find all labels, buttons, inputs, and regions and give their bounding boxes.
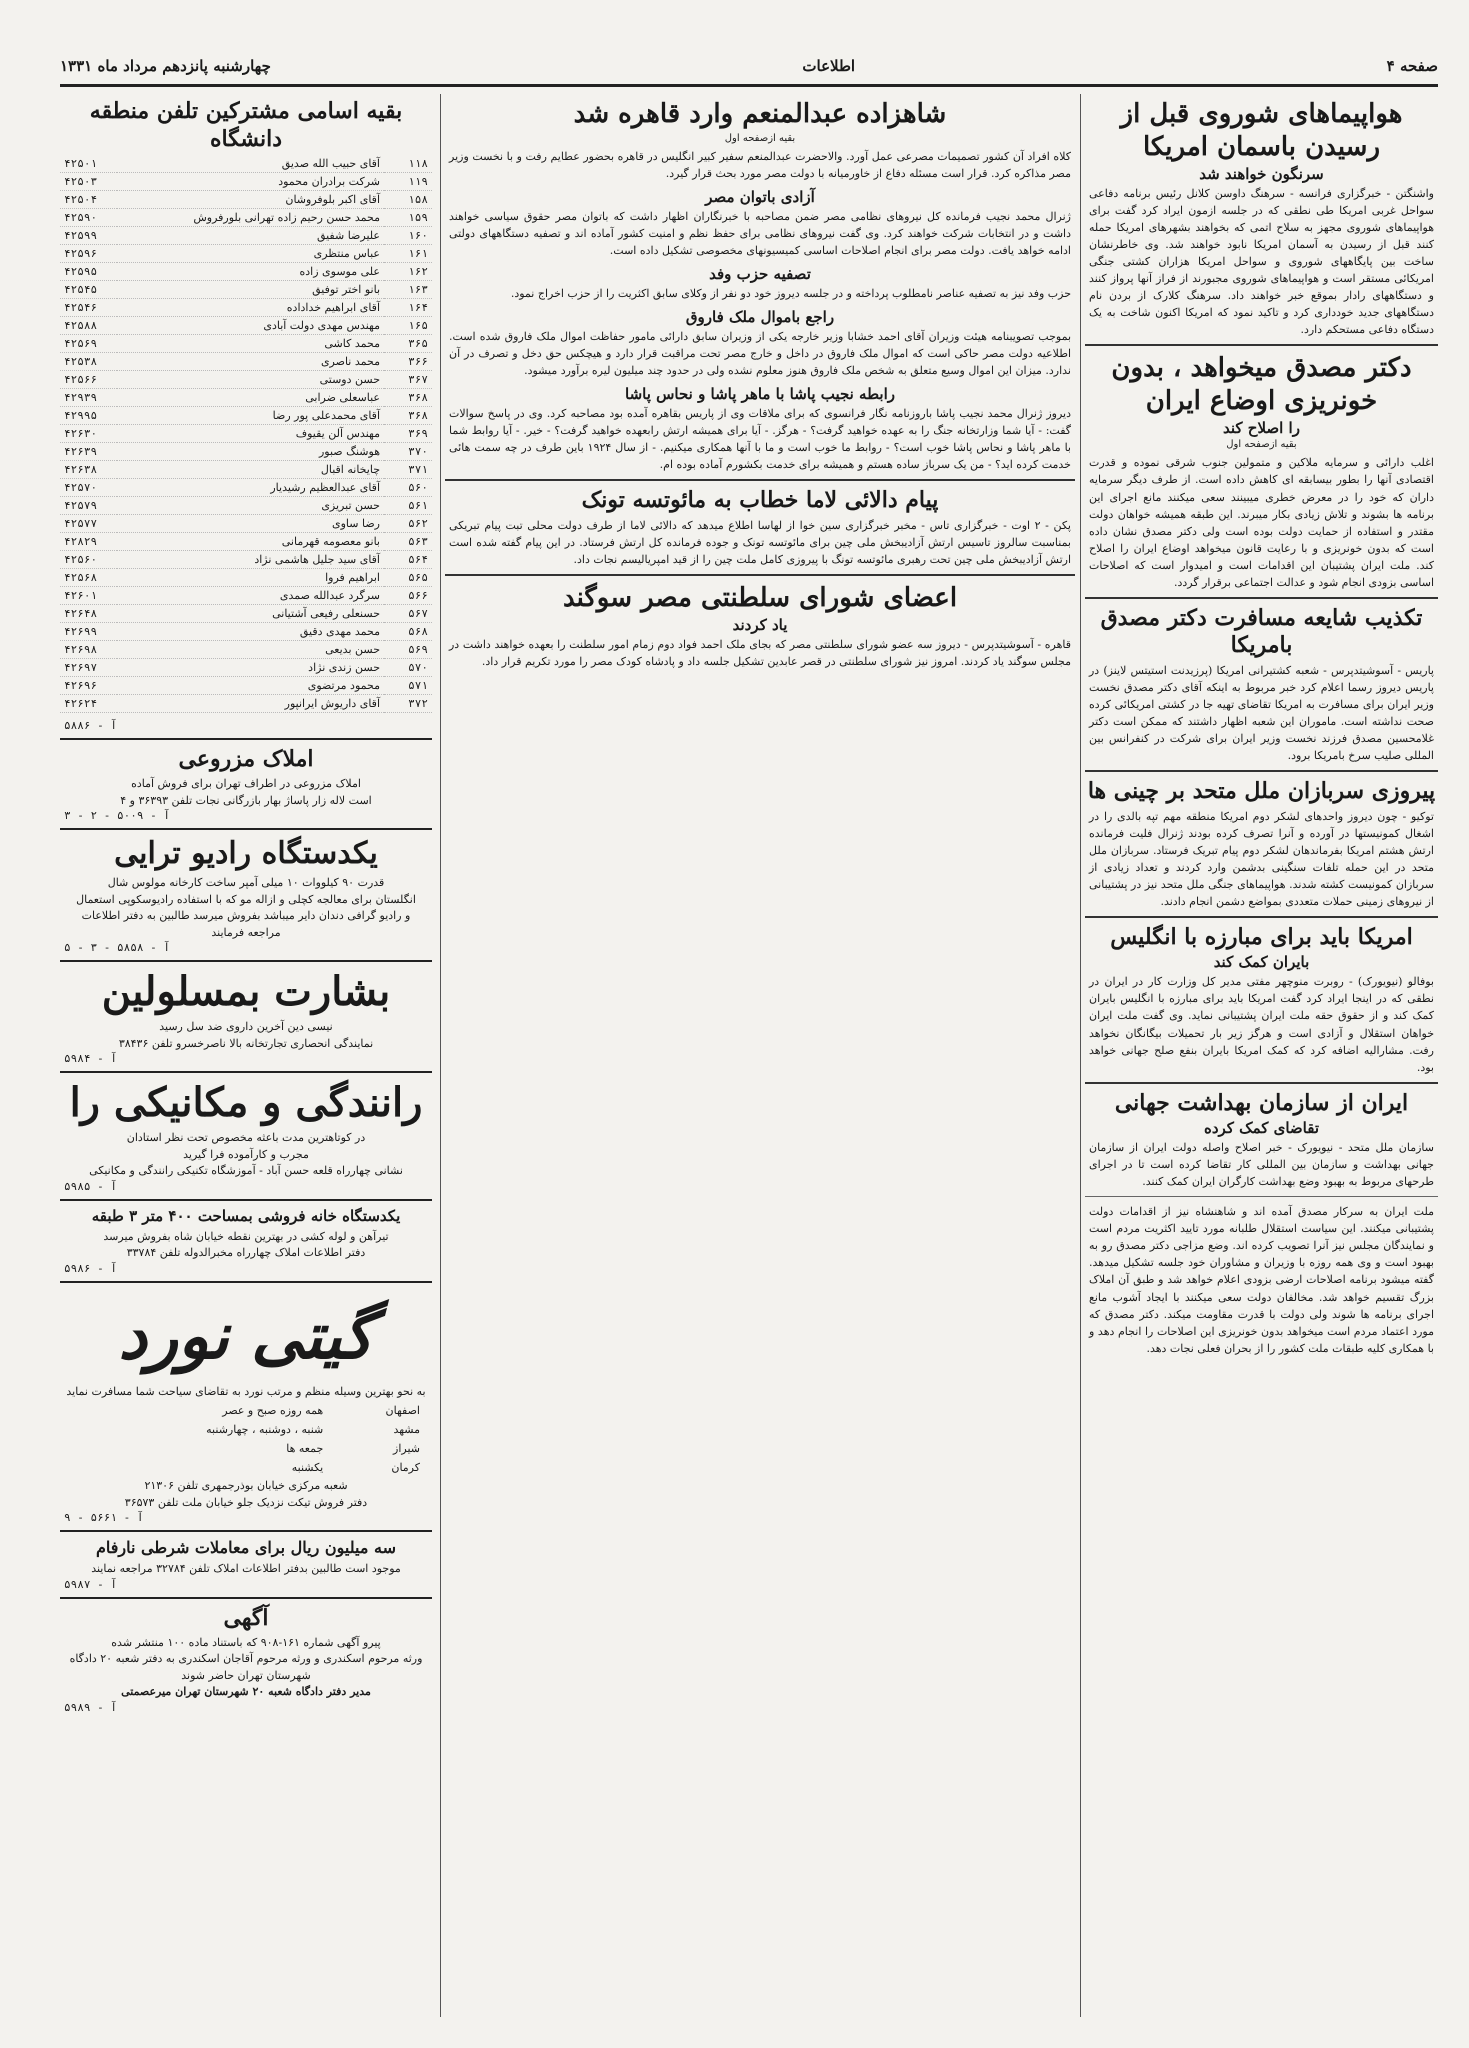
directory-title: بقیه اسامی مشترکین تلفن منطقه دانشگاه [89, 98, 403, 152]
subscriber-name: عباسعلی ضرابی [117, 389, 384, 407]
article-body: ژنرال محمد نجیب فرمانده کل نیروهای نظامی مصر ضمن مصاحبه با خبرنگاران اظهار داشت که باتوان مصر حقوق سیاسی خواهند داشت و در انتخابات شرکت خواهند کرد. وی گفت نیروهای نظامی برای حفظ نظم و امنیت کشور آماده اند و تصفیه دستگاههای دولتی ادامه خواهد یافت. دولت مصر برای انجام اصلاحات اساسی کمیسیونهای مخصوصی تشکیل داده است. [449, 209, 1071, 257]
phone-number: ۴۲۵۶۸ [60, 569, 117, 587]
column-separator [1080, 94, 1081, 2017]
phone-number: ۴۲۵۰۴ [60, 191, 117, 209]
directory-row [60, 605, 432, 623]
row-index: ۱۶۰ [384, 227, 432, 245]
article-body: پکن - ۲ اوت - خبرگزاری تاس - مخبر خبرگزاری سین خوا از لهاسا اطلاع میدهد که دالائی لاما از طرف دولت محلی تبت پیام تبریکی بمناسبت سالروز تاسیس ارتش آزادیبخش ملی چین برای مائوتسه تونک و جوده فرمانده کل ارتش فرستاد. در این پیام گفته شده است ارتش آزادیبخش ملی چین تحت رهبری مائوتسه تونگ با پیروزی کامل ملت چین را از قید امپریالیسم نجات داد. [449, 518, 1071, 566]
phone-number: ۴۲۵۰۱ [60, 155, 117, 173]
left-column [60, 94, 432, 2027]
row-index: ۳۶۹ [384, 425, 432, 443]
divider [1085, 1082, 1438, 1084]
article-body: دیروز ژنرال محمد نجیب پاشا باروزنامه نگار فرانسوی که برای ملاقات وی از پاریس بقاهره آمده بود مصاحبه کرد. وی در پاسخ سوالات گفت: - آیا شما وزارتخانه جنگ را به عهده خواهید گرفت؟ - هرگز. - آیا برای همیشه ارتش رابعهده خواهید گرفت؟ - خیر. - آیا روابط شما با ماهر پاشا و نحاس پاشا خوب است؟ - روابط ما خوب است و ما با آنها همکاری میکنیم. - از سال ۱۹۲۴ باین طرف در چه سمت هائی خدمت کرده اید؟ - من یک سرباز ساده هستم و همیشه برای خدمت بکشورم آماده بوده ام. [449, 406, 1071, 472]
phone-number: ۴۲۵۳۸ [60, 353, 117, 371]
article-subtitle: سرنگون خواهند شد [1199, 165, 1324, 183]
continued-note: بقیه ازصفحه اول [724, 132, 796, 144]
phone-number: ۴۲۵۷۰ [60, 479, 117, 497]
row-index: ۳۶۵ [384, 335, 432, 353]
directory-row [60, 443, 432, 461]
article-title: دکتر مصدق میخواهد ، بدون خونریزی اوضاع ایران [1111, 353, 1412, 416]
subscriber-name: حسن تبریزی [117, 497, 384, 515]
phone-number: ۴۲۶۴۸ [60, 605, 117, 623]
subscriber-name: محمد ناصری [117, 353, 384, 371]
phone-number: ۴۲۵۹۶ [60, 245, 117, 263]
route-days: یکشنبه [291, 1461, 324, 1474]
middle-column [445, 94, 1075, 2027]
phone-number: ۴۲۵۰۳ [60, 173, 117, 191]
header-rule [60, 84, 1438, 87]
ad-travel-agency [60, 1283, 432, 1533]
row-index: ۱۶۴ [384, 299, 432, 317]
phone-number: ۴۲۸۲۹ [60, 533, 117, 551]
continued-note: بقیه ازصفحه اول [1226, 439, 1297, 451]
ad-line: پیرو آگهی شماره ۱۶۱-۹۰۸ که باستناد ماده ۱۰۰ منتشر شده [111, 1635, 381, 1649]
section-heading: راجع باموال ملک فاروق [685, 307, 835, 326]
article-title: اعضای شورای سلطنتی مصر سوگند [562, 582, 958, 613]
row-index: ۵۶۱ [384, 497, 432, 515]
ad-title: یکدستگاه رادیو ترایی [114, 836, 378, 871]
right-column [1085, 94, 1438, 2027]
ad-title: سه میلیون ریال برای معاملات شرطی نارفام [95, 1538, 396, 1557]
row-index: ۱۱۹ [384, 173, 432, 191]
article-body: قاهره - آسوشیتدپرس - دیروز سه عضو شورای سلطنتی مصر که بجای ملک احمد فواد دوم زمام امور سلطنت را بعهده خواهند داشت در مجلس سوگند یاد کردند. امروز نیز شورای سلطنتی در قصر عابدین تشکیل جلسه داد و پادشاه کودک مصر را مورد تکریم قرار داد. [449, 638, 1071, 669]
ad-house-sale [60, 1201, 432, 1283]
phone-number: ۴۲۹۹۵ [60, 407, 117, 425]
subscriber-name: حسنعلی رفیعی آشتیانی [117, 605, 384, 623]
row-index: ۵۶۴ [384, 551, 432, 569]
directory-row [60, 425, 432, 443]
phone-number: ۴۲۵۶۶ [60, 371, 117, 389]
row-index: ۳۷۰ [384, 443, 432, 461]
divider [1085, 1196, 1438, 1197]
article-title: امریکا باید برای مبارزه با انگلیس [1110, 923, 1413, 950]
ad-line: شهرستان تهران حاضر شوند [181, 1668, 311, 1682]
directory-row [60, 263, 432, 281]
row-index: ۳۶۸ [384, 389, 432, 407]
subscriber-name: حسن بدیعی [117, 641, 384, 659]
row-index: ۳۶۸ [384, 407, 432, 425]
row-index: ۱۱۸ [384, 155, 432, 173]
ad-code: آ - ۵۰۰۹ - ۲ - ۳ [64, 809, 170, 822]
divider [445, 479, 1075, 481]
directory-row [60, 173, 432, 191]
directory-row [60, 317, 432, 335]
row-index: ۵۶۶ [384, 587, 432, 605]
directory-row [60, 281, 432, 299]
row-index: ۱۶۳ [384, 281, 432, 299]
ad-driving-school [60, 1073, 432, 1201]
row-index: ۵۶۰ [384, 479, 432, 497]
row-index: ۵۷۱ [384, 677, 432, 695]
article-body-continued: ملت ایران به سرکار مصدق آمده اند و شاهنشاه نیز از اقدامات دولت پشتیبانی میکنند. این سیاست استقلال طلبانه مورد تایید اکثریت مردم است و نمایندگان مجلس نیز آنرا تصویب کرده اند. وضع مزاجی دکتر مصدق رو به بهبود است و وی همه روزه با وزیران و مشاوران خود جلسه تشکیل میدهد. گفته میشود برنامه اصلاحات ارضی بزودی اعلام خواهد شد و طبق آن املاک بزرگ تقسیم خواهد شد. مخالفان دولت سعی میکنند با ایجاد آشوب مانع اجرای برنامه ها شوند ولی دولت با قدرت مقاومت میکند. دکتر مصدق که مورد اعتماد مردم است میخواهد بدون خونریزی این اصلاحات را انجام دهد و با همکاری کلیه طبقات ملت کشور را از بحران فعلی نجات دهد. [1089, 1205, 1434, 1355]
directory-row [60, 551, 432, 569]
phone-number: ۴۲۵۹۰ [60, 209, 117, 227]
ad-line: به نحو بهترین وسیله منظم و مرتب نورد به تقاضای سیاحت شما مسافرت نماید [66, 1384, 426, 1398]
ad-line: نشانی چهارراه قلعه حسن آباد - آموزشگاه تکنیکی رانندگی و مکانیکی [89, 1164, 403, 1177]
phone-number: ۴۲۶۹۷ [60, 659, 117, 677]
directory-footer [60, 713, 432, 740]
directory-row [60, 407, 432, 425]
article-title: پیروزی سربازان ملل متحد بر چینی ها [1087, 778, 1436, 805]
divider [1085, 344, 1438, 346]
subscriber-name: حسن دوستی [117, 371, 384, 389]
subscriber-name: آقای محمدعلی پور رضا [117, 407, 384, 425]
subscriber-name: محمود مرتضوی [117, 677, 384, 695]
section-heading: تصفیه حزب وفد [709, 264, 811, 283]
row-index: ۱۶۵ [384, 317, 432, 335]
article-body: واشنگتن - خبرگزاری فرانسه - سرهنگ داوسن کلانل رئیس برنامه دفاعی سواحل غربی امریکا طی نطقی که در جلسه ازمون ایراد کرد گفت برای هواپیماهای شوروی مجهز به سلاح اتمی که بخواهند بشهرهای امریکا حمله کنند قبل از رسیدن به آسمان امریکا نابود خواهند شد. وی خاطرنشان ساخت بین پایگاههای شوروی و سواحل امریکا هزاران کشتی جنگی امریکائی مستقر است و هواپیماهای شوروی مجبورند از فراز آنها پرواز کنند و دستگاههای رادار بموقع خبر خواهند داد. سرهنگ کلارک از بردن نام دستگاههای جدید خودداری کرد و تاکید نمود که امریکا اکنون شاخت به یک دستگاه دفاعی مستحکم دارد. [1089, 187, 1434, 337]
article-title: هواپیماهای شوروی قبل از رسیدن باسمان امریکا [1120, 99, 1403, 162]
route-row [66, 1402, 426, 1419]
phone-number: ۴۲۵۷۹ [60, 497, 117, 515]
ad-line: شعبه مرکزی خیابان بوذرجمهری تلفن ۲۱۳۰۶ [144, 1479, 348, 1492]
subscriber-name: بانو معصومه قهرمانی [117, 533, 384, 551]
directory-row [60, 641, 432, 659]
row-index: ۱۵۹ [384, 209, 432, 227]
subscriber-name: آقای اکبر بلوفروشان [117, 191, 384, 209]
row-index: ۱۵۸ [384, 191, 432, 209]
phone-number: ۴۲۵۶۹ [60, 335, 117, 353]
phone-number: ۴۲۶۹۹ [60, 623, 117, 641]
row-index: ۱۶۱ [384, 245, 432, 263]
directory-row [60, 353, 432, 371]
column-separator [440, 94, 441, 2017]
ad-line: دفتر اطلاعات املاک چهارراه مخبرالدوله تلفن ۳۳۷۸۴ [126, 1246, 366, 1259]
ad-line: و رادیو گرافی دندان دایر میباشد بفروش میرسد طالبین به دفتر اطلاعات مراجعه فرمایند [81, 909, 411, 939]
phone-number: ۴۲۵۴۵ [60, 281, 117, 299]
route-days: همه روزه صبح و عصر [222, 1404, 324, 1417]
row-index: ۳۶۷ [384, 371, 432, 389]
ad-line: در کوتاهترین مدت باعثه مخصوص تحت نظر استادان [126, 1131, 366, 1144]
phone-number: ۴۲۵۹۹ [60, 227, 117, 245]
article-title: ایران از سازمان بهداشت جهانی [1114, 1089, 1409, 1116]
article-subtitle: را اصلاح کند [1223, 419, 1300, 438]
article-body: حزب وفد نیز به تصفیه عناصر نامطلوب پرداخته و در جلسه دیروز خود دو نفر از وکلای سابق اکثریت را از حزب اخراج نمود. [510, 286, 1071, 300]
article-title: شاهزاده عبدالمنعم وارد قاهره شد [573, 99, 947, 129]
ad-code: آ - ۵۹۸۵ [64, 1179, 117, 1193]
phone-directory [60, 155, 432, 713]
ad-code: آ - ۵۹۸۷ [64, 1577, 117, 1591]
subscriber-name: علیرضا شفیق [117, 227, 384, 245]
newspaper-page [60, 52, 1438, 2027]
route-city: کرمان [391, 1461, 420, 1474]
directory-row [60, 659, 432, 677]
directory-row [60, 155, 432, 173]
row-index: ۵۶۲ [384, 515, 432, 533]
subscriber-name: عباس منتظری [117, 245, 384, 263]
route-city: شیراز [393, 1442, 420, 1455]
route-city: مشهد [393, 1423, 420, 1436]
divider [445, 574, 1075, 576]
directory-row [60, 299, 432, 317]
directory-row [60, 461, 432, 479]
article-subtitle: تقاضای کمک کرده [1203, 1119, 1320, 1138]
section-heading: آزادی باتوان مصر [705, 187, 815, 206]
article-body: توکیو - چون دیروز واحدهای لشکر دوم امریکا منطقه مهم تپه بالدی را در اشغال کمونیستها در آورده و آنرا تصرف کرده بودند ژنرال فلیت فرمانده ارتش هشتم امریکا بفرماندهان لشکر دوم پیام تبریک فرستاد. سربازان ملل متحد در این حمله تلفات سنگینی بدشمن وارد کردند و تعداد زیادی از سربازان کمونیست کشته شدند. هواپیماهای جنگی ملل متحد نیز در پشتیبانی از نیروهای زمینی حملات متعددی بمواضع دشمن انجام دادند. [1089, 809, 1434, 908]
article-body: پاریس - آسوشیتدپرس - شعبه کشتیرانی امریکا (پرزیدنت استیتس لاینز) در پاریس دیروز رسما اعلام کرد خبر مربوط به اینکه آقای دکتر مصدق نخست وزیر ایران برای مسافرت به امریکا تقاضای تهیه جا در کشتی امریکائی کرده صحت نداشته است. ماموران این شعبه اظهار داشتند که ممکن است دکتر غلامحسین مصدق فرزند نخست وزیر ایران برای شرکت در کنفرانس بین المللی صلیب سرخ بامریکا برود. [1089, 663, 1434, 763]
subscriber-name: مهندس آلن یقیوف [117, 425, 384, 443]
ad-code: آ - ۵۹۸۹ [64, 1700, 117, 1714]
row-index: ۳۷۱ [384, 461, 432, 479]
directory-row [60, 623, 432, 641]
ad-line: مجرب و کارآموده فرا گیرید [183, 1147, 309, 1161]
directory-row [60, 335, 432, 353]
route-row [66, 1459, 426, 1476]
article-title: تکذیب شایعه مسافرت دکتر مصدق بامریکا [1100, 604, 1423, 659]
subscriber-name: محمد حسن رحیم زاده تهرانی بلورفروش [117, 209, 384, 227]
ad-radio-device [60, 830, 432, 962]
phone-number: ۴۲۶۹۸ [60, 641, 117, 659]
directory-row [60, 515, 432, 533]
subscriber-name: آقای حبیب الله صدیق [117, 155, 384, 173]
directory-row [60, 209, 432, 227]
ad-line: نیسی دین آخرین داروی ضد سل رسید [159, 1020, 333, 1033]
ad-line: موجود است طالبین بدفتر اطلاعات املاک تلفن ۳۲۷۸۴ مراجعه نمایند [91, 1562, 401, 1575]
row-index: ۵۷۰ [384, 659, 432, 677]
page-header [60, 52, 1438, 80]
subscriber-name: آقای ابراهیم خداداده [117, 299, 384, 317]
directory-row [60, 587, 432, 605]
directory-row [60, 695, 432, 713]
phone-number: ۴۲۵۴۶ [60, 299, 117, 317]
subscriber-name: شرکت برادران محمود [117, 173, 384, 191]
route-row [66, 1421, 426, 1438]
phone-number: ۴۲۶۳۰ [60, 425, 117, 443]
subscriber-name: بانو اختر توفیق [117, 281, 384, 299]
row-index: ۳۷۲ [384, 695, 432, 713]
subscriber-name: علی موسوی زاده [117, 263, 384, 281]
subscriber-name: آقای سید جلیل هاشمی نژاد [117, 551, 384, 569]
directory-row [60, 533, 432, 551]
subscriber-name: آقای عبدالعظیم رشیدیار [117, 479, 384, 497]
phone-number: ۴۲۵۶۰ [60, 551, 117, 569]
row-index: ۵۶۹ [384, 641, 432, 659]
ad-title: بشارت بمسلولین [101, 968, 391, 1015]
ad-title: آگهی [223, 1604, 269, 1631]
article-body: بموجب تصویبنامه هیئت وزیران آقای احمد خشابا وزیر خارجه یکی از وزیران سابق دارائی مامور حفاظت اموال ملک فاروق شده است. اطلاعیه دولت مصر حاکی است که اموال ملک فاروق در داخل و خارج مصر تحت مراقبت قرار دارد و هیچکس حق دخل و تصرف در آن ندارد. میزان این اموال وسیع متعلق به شخص ملک فاروق هنوز معلوم نشده ولی در حدود چند میلیون لیره برآورد میشود. [449, 329, 1071, 377]
article-body: بوفالو (نیویورک) - روبرت منوچهر مفتی مدیر کل وزارت کار در ایران در نطقی که در اینجا ایراد کرد گفت امریکا باید برای مبارزه با انگلیس بایران کمک کند و از حقوق حقه ملت ایران پشتیبانی نماید. وی گفت ملت ایران خواهان استقلال و آزادی است و هرگز زیر بار تحمیلات بیگانگان نخواهد رفت. مشارالیه اضافه کرد که کمک امریکا بایران بنفع صلح جهانی خواهد بود. [1089, 975, 1434, 1074]
page-number: صفحه ۴ [1386, 57, 1438, 75]
route-days: جمعه ها [286, 1442, 324, 1455]
article-subtitle: بایران کمک کند [1213, 953, 1310, 972]
ad-line: املاک مزروعی در اطراف تهران برای فروش آماده [131, 777, 361, 790]
ad-code: آ - ۵۹۸۶ [64, 1261, 117, 1275]
directory-row [60, 479, 432, 497]
row-index: ۳۶۶ [384, 353, 432, 371]
phone-number: ۴۲۵۷۷ [60, 515, 117, 533]
ad-line: قدرت ۹۰ کیلووات ۱۰ میلی آمپر ساخت کارخانه مولوس شال [107, 876, 385, 889]
subscriber-name: حسن زندی نژاد [117, 659, 384, 677]
divider [1085, 770, 1438, 772]
route-days: شنبه ، دوشنبه ، چهارشنبه [206, 1423, 324, 1436]
ad-loan [60, 1532, 432, 1599]
ad-code: آ - ۵۹۸۴ [64, 1052, 117, 1065]
article-title: پیام دالائی لاما خطاب به مائوتسه تونک [581, 487, 939, 514]
subscriber-name: هوشنگ صبور [117, 443, 384, 461]
phone-number: ۴۲۶۳۹ [60, 443, 117, 461]
row-index: ۵۶۸ [384, 623, 432, 641]
subscriber-name: محمد مهدی دقیق [117, 623, 384, 641]
phone-number: ۴۲۵۸۸ [60, 317, 117, 335]
subscriber-name: چایخانه اقبال [117, 461, 384, 479]
phone-number: ۴۲۶۹۶ [60, 677, 117, 695]
directory-row [60, 389, 432, 407]
directory-row [60, 191, 432, 209]
article-body: کلاه افراد آن کشور تصمیمات مصرعی عمل آورد. والاحضرت عبدالمنعم سفیر کبیر انگلیس در قاهره بحضور عطایم رفت و با نخست وزیر مصر مذاکره کرد. قرار است مسئله دفاع از خاورمیانه با دولت مصر مورد بحث قرار گیرد. [449, 149, 1071, 180]
subscriber-name: مهندس مهدی دولت آبادی [117, 317, 384, 335]
ad-line: است لاله زار پاساژ بهار بازرگانی نجات تلفن ۳۶۳۹۳ و ۴ [120, 793, 372, 807]
ad-medicine [60, 962, 432, 1073]
subscriber-name: ابراهیم فروا [117, 569, 384, 587]
ad-farmland [60, 740, 432, 830]
directory-row [60, 371, 432, 389]
ad-line: تیرآهن و لوله کشی در بهترین نقطه خیابان شاه بفروش میرسد [103, 1229, 389, 1243]
directory-row [60, 569, 432, 587]
row-index: ۵۶۳ [384, 533, 432, 551]
ad-code: آ - ۵۶۶۱ - ۹ [64, 1511, 144, 1524]
ad-title: رانندگی و مکانیکی را [69, 1079, 423, 1126]
subscriber-name: محمد کاشی [117, 335, 384, 353]
row-index: ۵۶۵ [384, 569, 432, 587]
route-city: اصفهان [385, 1404, 420, 1417]
phone-number: ۴۲۹۳۹ [60, 389, 117, 407]
directory-row [60, 497, 432, 515]
subscriber-name: سرگرد عبدالله صمدی [117, 587, 384, 605]
phone-number: ۴۲۶۰۱ [60, 587, 117, 605]
row-index: ۱۶۲ [384, 263, 432, 281]
section-heading: رابطه نجیب پاشا با ماهر پاشا و نحاس پاشا [625, 384, 895, 403]
phone-number: ۴۲۵۹۵ [60, 263, 117, 281]
subscriber-name: رضا ساوی [117, 515, 384, 533]
directory-row [60, 227, 432, 245]
subscriber-name: آقای داریوش ایرانپور [117, 695, 384, 713]
row-index: ۵۶۷ [384, 605, 432, 623]
article-subtitle: یاد کردند [732, 616, 788, 635]
ad-notice [60, 1599, 432, 1720]
directory-row [60, 245, 432, 263]
ad-code: آ - ۵۸۵۸ - ۳ - ۵ [64, 941, 170, 954]
ad-code: آ - ۵۸۸۶ [64, 719, 117, 732]
ad-line: مدیر دفتر دادگاه شعبه ۲۰ شهرستان تهران میرعصمتی [121, 1685, 371, 1698]
route-row [66, 1440, 426, 1457]
agency-logo: گیتی نورد [118, 1298, 374, 1374]
paper-name: اطلاعات [802, 57, 856, 75]
phone-number: ۴۲۶۳۸ [60, 461, 117, 479]
article-body: اغلب دارائی و سرمایه ملاکین و متمولین جنوب شرقی نموده و قدرت اقتصادی آنها را بطور بیسابقه ای کاهش داده است. از طرف دیگر سرمایه داران که خود را در معرض خطری میبینند سعی میکنند مانع اجرای این برنامه ها بشوند و تلاش زیادی بکار میبرند. این طبقه همیشه خواهان دولت مقتدر و استفاده از حمایت دولت بوده است ولی دکتر مصدق نشان داده است که بدون خونریزی و با رعایت قانون میخواهد اوضاع ایران را اصلاح کند. ملت ایران پشتیبان این اقدامات است و امیدوار است که اصلاحات اساسی بزودی انجام شود و عدالت اجتماعی برقرار گردد. [1089, 456, 1434, 589]
ad-title: یکدستگاه خانه فروشی بمساحت ۴۰۰ متر ۳ طبقه [91, 1206, 401, 1225]
directory-row [60, 677, 432, 695]
ad-line: ورثه مرحوم اسکندری و ورثه مرحوم آقاجان اسکندری به دفتر شعبه ۲۰ دادگاه [69, 1652, 423, 1665]
ad-line: نمایندگی انحصاری تجارتخانه بالا ناصرخسرو تلفن ۳۸۴۳۶ [118, 1036, 374, 1050]
ad-title: املاک مزروعی [178, 746, 314, 772]
article-body: سازمان ملل متحد - نیویورک - خبر اصلاح واصله دولت ایران از سازمان جهانی بهداشت و سازمان بین المللی کار تقاضا کرده است تا در اجرای طرحهای مربوط به بهبود وضع بهداشت کارگران ایران کمک کنند. [1089, 1141, 1434, 1189]
ad-line: دفتر فروش تیکت نزدیک جلو خیابان ملت تلفن ۳۶۵۷۳ [124, 1495, 368, 1509]
route-table [64, 1400, 428, 1478]
date-line: چهارشنبه پانزدهم مرداد ماه ۱۳۳۱ [60, 57, 271, 75]
divider [1085, 597, 1438, 599]
divider [1085, 916, 1438, 918]
ad-line: انگلستان برای معالجه کچلی و ازاله مو که با استفاده رادیوسکوپی استعمال [76, 892, 416, 906]
phone-number: ۴۲۶۲۴ [60, 695, 117, 713]
